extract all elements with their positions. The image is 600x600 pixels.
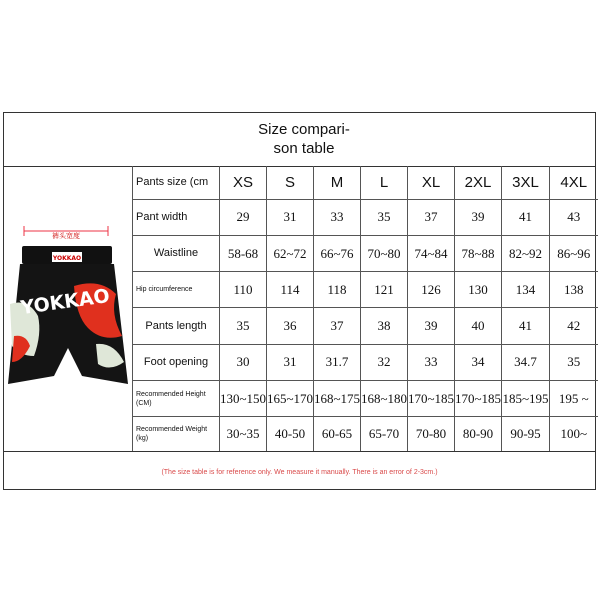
table-cell: 66~76 <box>314 235 361 271</box>
title-row <box>4 113 595 167</box>
waistband-brand: YOKKAO <box>52 255 82 262</box>
table-row <box>133 199 598 235</box>
table-cell: 170~185 <box>408 380 455 416</box>
table-cell: 170~185 <box>455 380 502 416</box>
table-cell: 86~96 <box>550 235 598 271</box>
table-cell: 195 ~ <box>550 380 598 416</box>
table-cell: 41 <box>502 199 550 235</box>
size-header: XS <box>220 166 267 199</box>
size-header: 4XL <box>550 166 598 199</box>
table-cell: 134 <box>502 272 550 308</box>
table-cell: 118 <box>314 272 361 308</box>
row-label: Recommended Height (CM) <box>133 380 220 416</box>
table-cell: 31 <box>267 344 314 380</box>
table-cell: 114 <box>267 272 314 308</box>
waist-measure-label: 裤头宽度 <box>52 232 80 240</box>
table-cell: 34 <box>455 344 502 380</box>
table-cell: 80-90 <box>455 417 502 451</box>
table-cell: 38 <box>361 308 408 344</box>
table-cell: 168~175 <box>314 380 361 416</box>
table-cell: 31 <box>267 199 314 235</box>
shorts-image <box>4 166 132 451</box>
table-cell: 82~92 <box>502 235 550 271</box>
row-label: Waistline <box>133 235 220 271</box>
size-table <box>132 166 598 451</box>
header-row <box>133 166 598 199</box>
table-cell: 130 <box>455 272 502 308</box>
table-cell: 40 <box>455 308 502 344</box>
table-cell: 33 <box>314 199 361 235</box>
size-header: M <box>314 166 361 199</box>
table-row <box>133 272 598 308</box>
table-cell: 39 <box>408 308 455 344</box>
table-cell: 126 <box>408 272 455 308</box>
table-cell: 36 <box>267 308 314 344</box>
table-cell: 34.7 <box>502 344 550 380</box>
table-cell: 70-80 <box>408 417 455 451</box>
chart-title <box>204 120 404 158</box>
table-cell: 100~ <box>550 417 598 451</box>
table-cell: 35 <box>550 344 598 380</box>
shorts-brand-logo: YOKKAO <box>19 284 112 320</box>
table-cell: 121 <box>361 272 408 308</box>
table-cell: 30 <box>220 344 267 380</box>
table-cell: 32 <box>361 344 408 380</box>
row-label: Pant width <box>133 199 220 235</box>
product-image-cell <box>4 166 133 451</box>
table-cell: 40-50 <box>267 417 314 451</box>
row-label: Recommended Weight (kg) <box>133 417 220 451</box>
table-row <box>133 380 598 416</box>
table-row <box>133 344 598 380</box>
table-cell: 78~88 <box>455 235 502 271</box>
size-header: L <box>361 166 408 199</box>
title-line-2: son table <box>273 140 335 157</box>
table-cell: 168~180 <box>361 380 408 416</box>
table-cell: 130~150 <box>220 380 267 416</box>
size-header: S <box>267 166 314 199</box>
size-header: XL <box>408 166 455 199</box>
table-cell: 165~170 <box>267 380 314 416</box>
table-cell: 90-95 <box>502 417 550 451</box>
table-cell: 42 <box>550 308 598 344</box>
table-cell: 35 <box>361 199 408 235</box>
size-header: 3XL <box>502 166 550 199</box>
table-cell: 74~84 <box>408 235 455 271</box>
table-cell: 58-68 <box>220 235 267 271</box>
row-label: Pants length <box>133 308 220 344</box>
table-cell: 29 <box>220 199 267 235</box>
table-cell: 31.7 <box>314 344 361 380</box>
size-chart-frame <box>3 112 596 490</box>
row-label: Foot opening <box>133 344 220 380</box>
table-cell: 30~35 <box>220 417 267 451</box>
table-row <box>133 235 598 271</box>
table-row <box>133 308 598 344</box>
table-cell: 62~72 <box>267 235 314 271</box>
reference-note: (The size table is for reference only. We measure it manually. There is an error of 2-3cm.) <box>161 469 438 476</box>
table-cell: 43 <box>550 199 598 235</box>
row-label: Hip circumference <box>133 272 220 308</box>
table-cell: 37 <box>314 308 361 344</box>
title-line-1: Size compari- <box>258 121 350 138</box>
table-cell: 35 <box>220 308 267 344</box>
footer-row <box>4 451 595 490</box>
table-row <box>133 417 598 451</box>
size-header: 2XL <box>455 166 502 199</box>
table-cell: 60-65 <box>314 417 361 451</box>
table-cell: 39 <box>455 199 502 235</box>
table-cell: 138 <box>550 272 598 308</box>
table-cell: 33 <box>408 344 455 380</box>
table-cell: 70~80 <box>361 235 408 271</box>
header-label: Pants size (cm <box>133 166 220 199</box>
table-cell: 37 <box>408 199 455 235</box>
table-cell: 41 <box>502 308 550 344</box>
table-cell: 65-70 <box>361 417 408 451</box>
table-cell: 185~195 <box>502 380 550 416</box>
table-cell: 110 <box>220 272 267 308</box>
